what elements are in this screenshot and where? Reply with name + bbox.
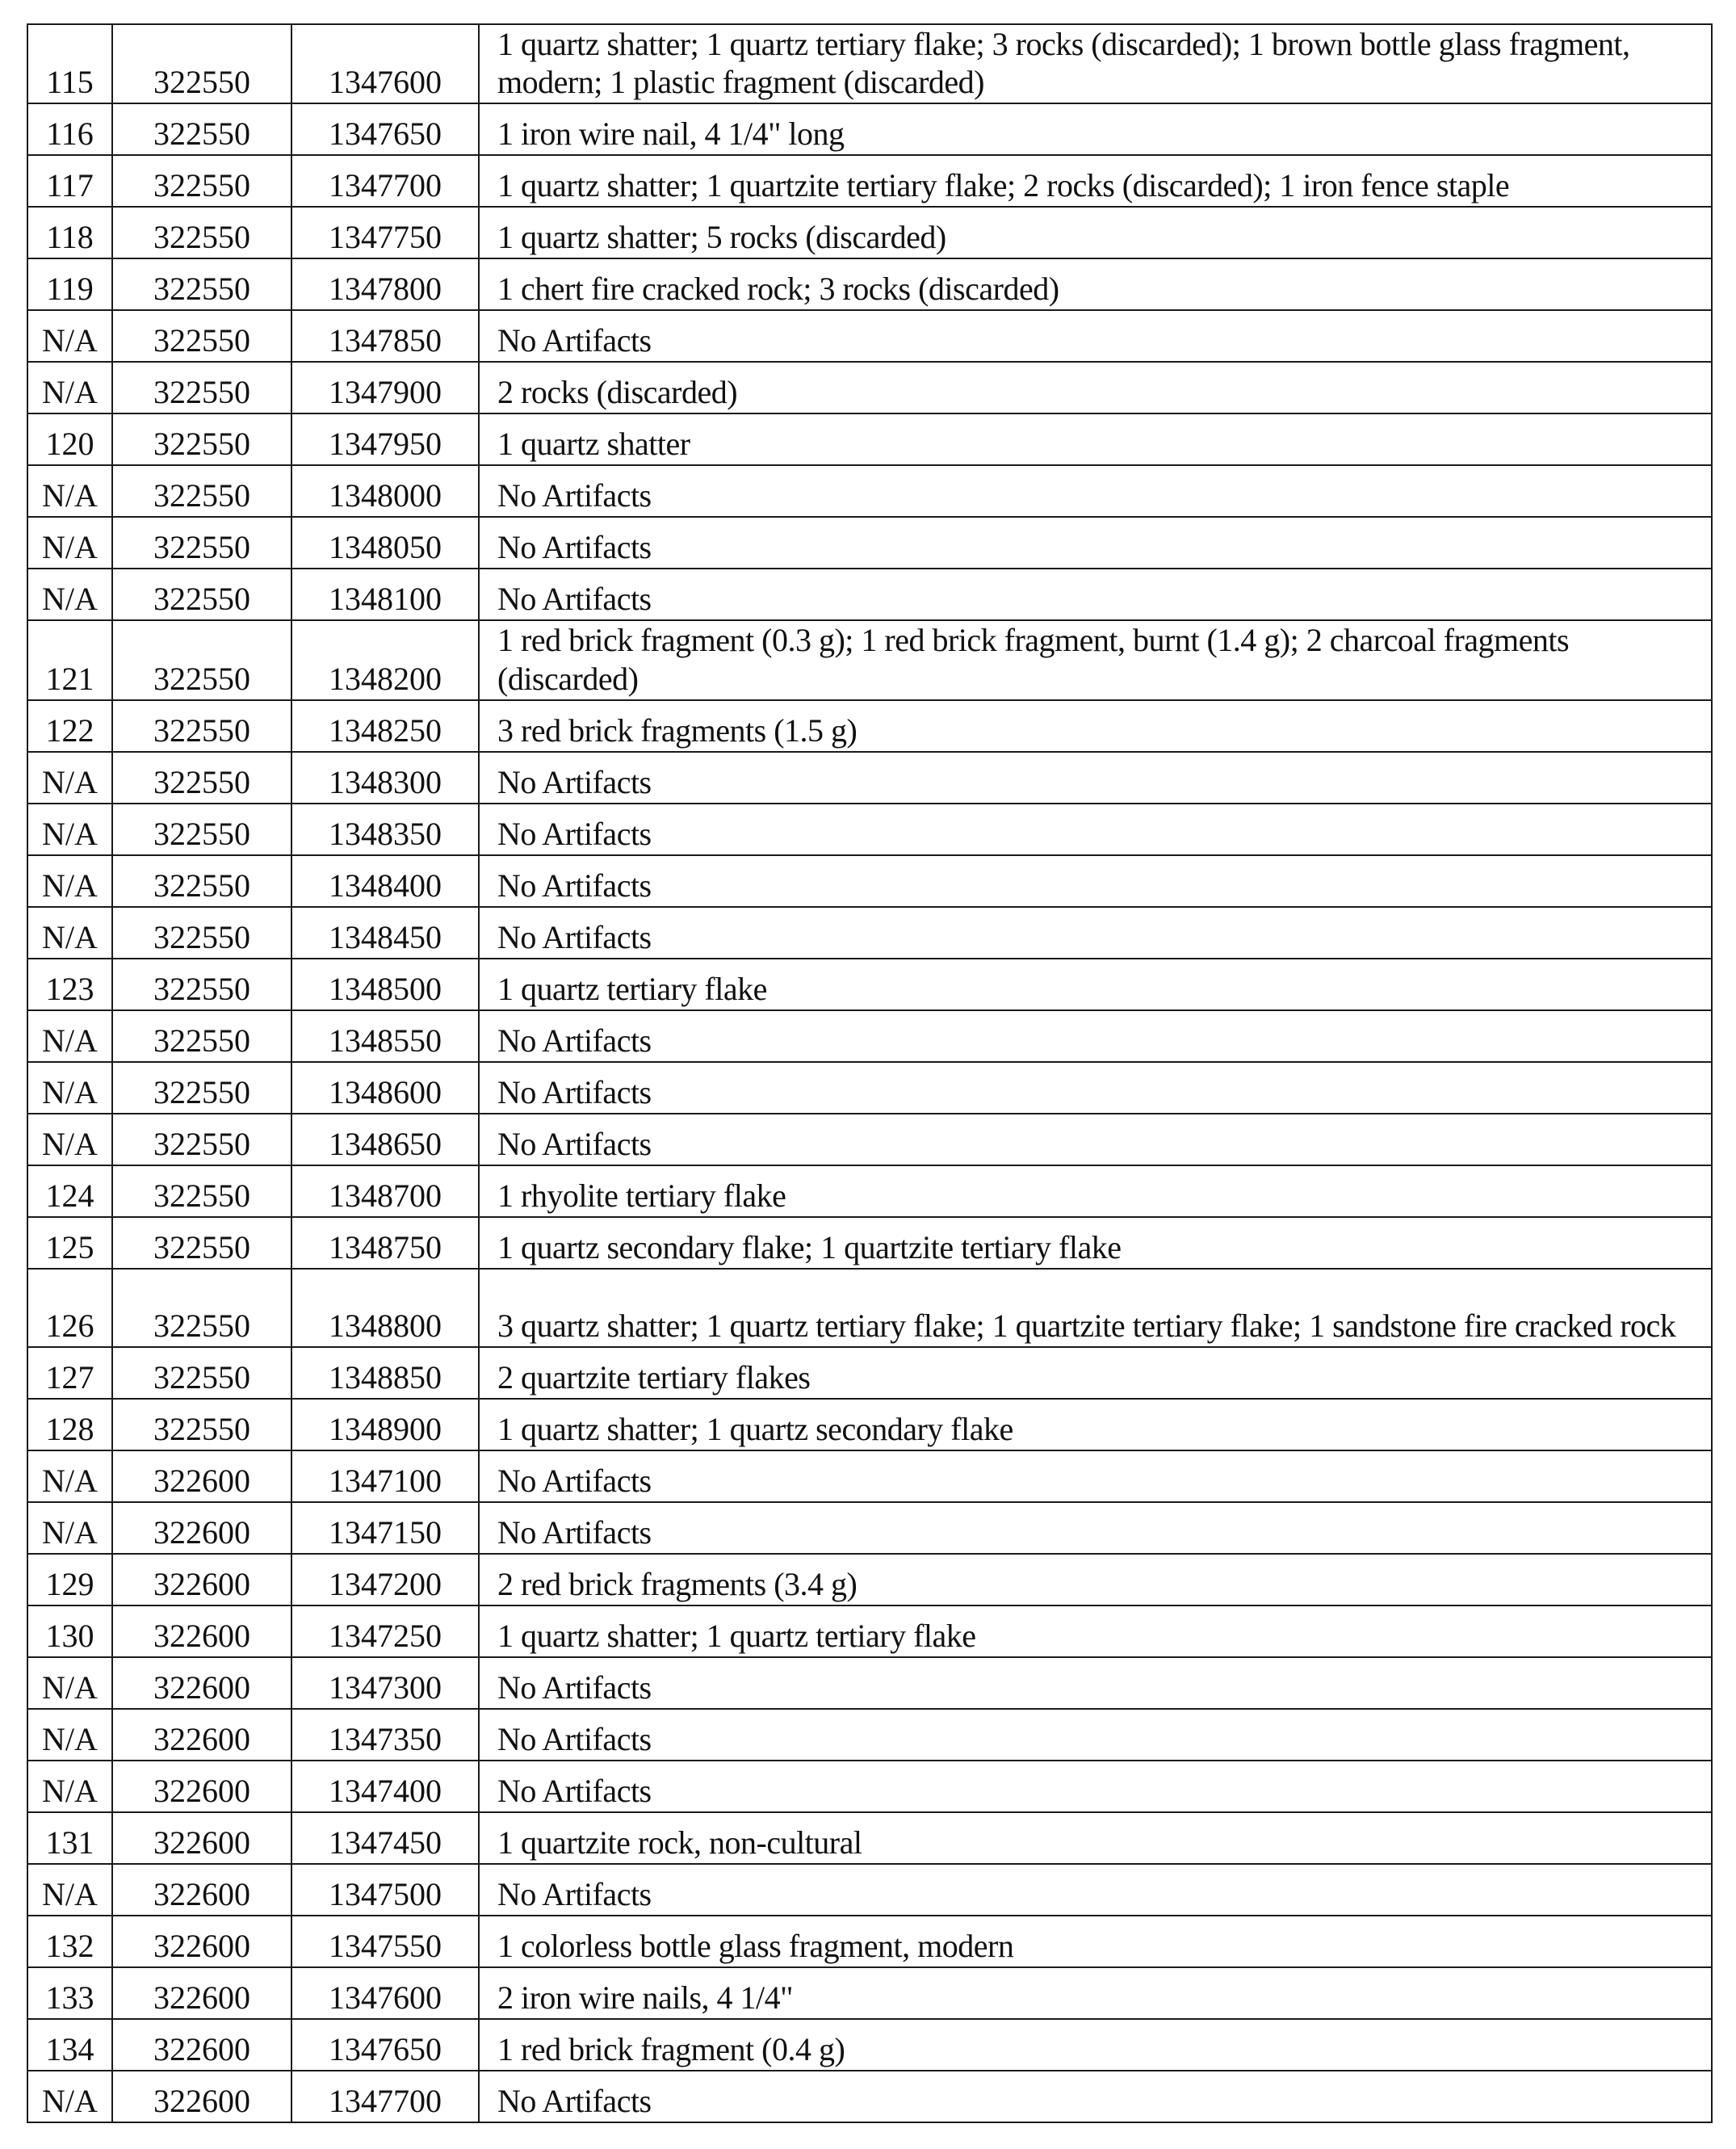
description-cell (479, 1062, 1712, 1114)
description-text: 2 quartzite tertiary flakes (497, 1358, 811, 1396)
table-row (27, 1967, 1712, 2019)
description-text: No Artifacts (497, 529, 652, 566)
easting-cell: 1347150 (291, 1502, 479, 1554)
description-text: 1 red brick fragment (0.4 g) (497, 2030, 845, 2067)
description-text: No Artifacts (497, 1513, 652, 1551)
easting-cell: 1348400 (291, 855, 479, 907)
table-row (27, 1916, 1712, 1967)
northing-cell: 322550 (112, 207, 291, 258)
easting-cell: 1347350 (291, 1709, 479, 1761)
description-text: No Artifacts (497, 867, 652, 904)
catalog-number-cell: N/A (27, 310, 112, 362)
table-row (27, 1010, 1712, 1062)
catalog-number-cell: 121 (27, 620, 112, 699)
description-text: No Artifacts (497, 918, 652, 955)
description-text: 2 rocks (discarded) (497, 374, 738, 411)
table-row (27, 752, 1712, 804)
description-text: No Artifacts (497, 1022, 652, 1059)
description-cell (479, 413, 1712, 465)
catalog-number-cell: N/A (27, 804, 112, 855)
northing-cell: 322550 (112, 1217, 291, 1269)
northing-cell: 322550 (112, 413, 291, 465)
catalog-number-cell: 119 (27, 258, 112, 310)
easting-cell: 1347250 (291, 1605, 479, 1657)
description-cell (479, 1916, 1712, 1967)
northing-cell: 322600 (112, 1967, 291, 2019)
easting-cell: 1348650 (291, 1114, 479, 1165)
description-cell (479, 517, 1712, 569)
table-row (27, 155, 1712, 207)
table-row (27, 1554, 1712, 1605)
description-text: 2 iron wire nails, 4 1/4" (497, 1979, 793, 2016)
description-text: No Artifacts (497, 2082, 652, 2119)
catalog-number-cell: 128 (27, 1399, 112, 1450)
description-cell (479, 1761, 1712, 1812)
table-row (27, 1062, 1712, 1114)
table-row (27, 1605, 1712, 1657)
description-cell (479, 752, 1712, 804)
northing-cell: 322550 (112, 620, 291, 699)
description-cell (479, 1864, 1712, 1916)
easting-cell: 1348850 (291, 1347, 479, 1399)
description-text: 3 red brick fragments (1.5 g) (497, 711, 858, 749)
catalog-number-cell: 124 (27, 1165, 112, 1217)
easting-cell: 1348350 (291, 804, 479, 855)
catalog-number-cell: N/A (27, 465, 112, 517)
table-row (27, 1165, 1712, 1217)
description-cell (479, 362, 1712, 413)
catalog-number-cell: N/A (27, 1657, 112, 1709)
easting-cell: 1348500 (291, 959, 479, 1010)
description-cell (479, 569, 1712, 620)
easting-cell: 1348250 (291, 700, 479, 752)
description-cell (479, 2071, 1712, 2122)
catalog-number-cell: 120 (27, 413, 112, 465)
description-cell (479, 1165, 1712, 1217)
northing-cell: 322600 (112, 1502, 291, 1554)
northing-cell: 322600 (112, 1864, 291, 1916)
northing-cell: 322550 (112, 959, 291, 1010)
description-text: 1 rhyolite tertiary flake (497, 1177, 786, 1214)
table-row (27, 1269, 1712, 1347)
catalog-number-cell: N/A (27, 2071, 112, 2122)
description-cell (479, 907, 1712, 959)
catalog-number-cell: N/A (27, 907, 112, 959)
northing-cell: 322600 (112, 2071, 291, 2122)
northing-cell: 322550 (112, 155, 291, 207)
table-row (27, 700, 1712, 752)
table-row (27, 1399, 1712, 1450)
catalog-number-cell: 117 (27, 155, 112, 207)
catalog-number-cell: 129 (27, 1554, 112, 1605)
table-row (27, 569, 1712, 620)
easting-cell: 1348200 (291, 620, 479, 699)
catalog-number-cell: 122 (27, 700, 112, 752)
catalog-number-cell: N/A (27, 569, 112, 620)
catalog-number-cell: N/A (27, 1010, 112, 1062)
description-cell (479, 1812, 1712, 1864)
table-row (27, 24, 1712, 103)
description-cell (479, 855, 1712, 907)
description-cell (479, 24, 1712, 103)
description-text: No Artifacts (497, 581, 652, 618)
table-row (27, 804, 1712, 855)
easting-cell: 1347600 (291, 1967, 479, 2019)
description-text: 1 quartz tertiary flake (497, 970, 767, 1007)
catalog-number-cell: 134 (27, 2019, 112, 2071)
easting-cell: 1348050 (291, 517, 479, 569)
table-row (27, 907, 1712, 959)
description-text: 3 quartz shatter; 1 quartz tertiary flake; 1 quartzite tertiary flake; 1 sandstone fire cracked rock (497, 1307, 1676, 1344)
description-cell (479, 1709, 1712, 1761)
description-cell (479, 1269, 1712, 1347)
table-row (27, 959, 1712, 1010)
description-cell (479, 155, 1712, 207)
easting-cell: 1348900 (291, 1399, 479, 1450)
table-row (27, 620, 1712, 699)
northing-cell: 322550 (112, 258, 291, 310)
northing-cell: 322600 (112, 1554, 291, 1605)
catalog-number-cell: N/A (27, 517, 112, 569)
catalog-number-cell: N/A (27, 855, 112, 907)
northing-cell: 322600 (112, 1450, 291, 1502)
catalog-number-cell: 115 (27, 24, 112, 103)
description-text: No Artifacts (497, 1668, 652, 1706)
northing-cell: 322550 (112, 465, 291, 517)
table-row (27, 465, 1712, 517)
table-row (27, 1657, 1712, 1709)
description-text: 1 iron wire nail, 4 1/4" long (497, 115, 845, 153)
description-cell (479, 1967, 1712, 2019)
easting-cell: 1347650 (291, 103, 479, 155)
catalog-number-cell: 130 (27, 1605, 112, 1657)
northing-cell: 322550 (112, 1165, 291, 1217)
description-text: No Artifacts (497, 1875, 652, 1912)
table-row (27, 1450, 1712, 1502)
table-row (27, 1812, 1712, 1864)
northing-cell: 322550 (112, 1010, 291, 1062)
northing-cell: 322550 (112, 1114, 291, 1165)
northing-cell: 322600 (112, 1709, 291, 1761)
description-cell (479, 1657, 1712, 1709)
description-text: 1 chert fire cracked rock; 3 rocks (discarded) (497, 271, 1059, 308)
description-cell (479, 1605, 1712, 1657)
table-row (27, 207, 1712, 258)
table-row (27, 1217, 1712, 1269)
easting-cell: 1348600 (291, 1062, 479, 1114)
description-text: 1 quartz shatter; 5 rocks (discarded) (497, 219, 946, 256)
description-cell (479, 258, 1712, 310)
catalog-number-cell: 116 (27, 103, 112, 155)
table-row (27, 258, 1712, 310)
table-row (27, 1864, 1712, 1916)
description-text: No Artifacts (497, 815, 652, 852)
catalog-number-cell: 126 (27, 1269, 112, 1347)
easting-cell: 1347700 (291, 2071, 479, 2122)
table-row (27, 2019, 1712, 2071)
description-text: 1 quartz secondary flake; 1 quartzite tertiary flake (497, 1228, 1122, 1265)
easting-cell: 1347850 (291, 310, 479, 362)
description-cell (479, 1399, 1712, 1450)
catalog-number-cell: N/A (27, 1709, 112, 1761)
easting-cell: 1348000 (291, 465, 479, 517)
easting-cell: 1347750 (291, 207, 479, 258)
northing-cell: 322600 (112, 1761, 291, 1812)
northing-cell: 322550 (112, 1347, 291, 1399)
description-text: No Artifacts (497, 1772, 652, 1809)
description-text: No Artifacts (497, 1462, 652, 1499)
table-row (27, 517, 1712, 569)
description-cell (479, 103, 1712, 155)
description-text: 1 quartz shatter (497, 426, 690, 463)
northing-cell: 322550 (112, 700, 291, 752)
description-text: 1 quartz shatter; 1 quartzite tertiary flake; 2 rocks (discarded); 1 iron fence staple (497, 167, 1510, 204)
description-text: No Artifacts (497, 477, 652, 514)
artifact-table (27, 23, 1713, 2123)
northing-cell: 322600 (112, 1657, 291, 1709)
description-cell (479, 310, 1712, 362)
easting-cell: 1347800 (291, 258, 479, 310)
description-cell (479, 1010, 1712, 1062)
table-row (27, 1761, 1712, 1812)
table-row (27, 1709, 1712, 1761)
description-text: 1 quartz shatter; 1 quartz tertiary flake; 3 rocks (discarded); 1 brown bottle glass fragment, modern; 1 plastic fragment (discarded) (497, 26, 1630, 101)
northing-cell: 322550 (112, 855, 291, 907)
easting-cell: 1347500 (291, 1864, 479, 1916)
description-text: 1 colorless bottle glass fragment, modern (497, 1927, 1014, 1964)
description-cell (479, 1450, 1712, 1502)
description-text: No Artifacts (497, 763, 652, 800)
northing-cell: 322550 (112, 362, 291, 413)
catalog-number-cell: 132 (27, 1916, 112, 1967)
easting-cell: 1348800 (291, 1269, 479, 1347)
catalog-number-cell: N/A (27, 1502, 112, 1554)
catalog-number-cell: N/A (27, 752, 112, 804)
easting-cell: 1348550 (291, 1010, 479, 1062)
northing-cell: 322600 (112, 1605, 291, 1657)
easting-cell: 1348450 (291, 907, 479, 959)
northing-cell: 322550 (112, 310, 291, 362)
northing-cell: 322550 (112, 103, 291, 155)
northing-cell: 322550 (112, 1269, 291, 1347)
easting-cell: 1347650 (291, 2019, 479, 2071)
northing-cell: 322600 (112, 2019, 291, 2071)
easting-cell: 1347100 (291, 1450, 479, 1502)
table-row (27, 855, 1712, 907)
description-cell (479, 620, 1712, 699)
table-row (27, 103, 1712, 155)
northing-cell: 322550 (112, 24, 291, 103)
northing-cell: 322600 (112, 1916, 291, 1967)
table-row (27, 2071, 1712, 2122)
easting-cell: 1347200 (291, 1554, 479, 1605)
description-text: No Artifacts (497, 1073, 652, 1110)
table-row (27, 1502, 1712, 1554)
northing-cell: 322550 (112, 752, 291, 804)
description-cell (479, 1554, 1712, 1605)
description-text: No Artifacts (497, 1720, 652, 1757)
catalog-number-cell: 127 (27, 1347, 112, 1399)
description-text: No Artifacts (497, 322, 652, 359)
catalog-number-cell: 123 (27, 959, 112, 1010)
northing-cell: 322550 (112, 517, 291, 569)
table-row (27, 1114, 1712, 1165)
description-cell (479, 804, 1712, 855)
description-cell (479, 465, 1712, 517)
table-row (27, 310, 1712, 362)
table-row (27, 362, 1712, 413)
northing-cell: 322550 (112, 804, 291, 855)
description-cell (479, 1114, 1712, 1165)
description-cell (479, 1217, 1712, 1269)
easting-cell: 1348100 (291, 569, 479, 620)
catalog-number-cell: 125 (27, 1217, 112, 1269)
easting-cell: 1347600 (291, 24, 479, 103)
easting-cell: 1347450 (291, 1812, 479, 1864)
artifact-table-body (27, 24, 1712, 2122)
description-text: 2 red brick fragments (3.4 g) (497, 1565, 858, 1602)
description-cell (479, 207, 1712, 258)
easting-cell: 1347700 (291, 155, 479, 207)
catalog-number-cell: 118 (27, 207, 112, 258)
catalog-number-cell: 131 (27, 1812, 112, 1864)
catalog-number-cell: N/A (27, 1114, 112, 1165)
description-text: 1 quartz shatter; 1 quartz secondary flake (497, 1410, 1013, 1447)
table-row (27, 1347, 1712, 1399)
description-cell (479, 1502, 1712, 1554)
easting-cell: 1347300 (291, 1657, 479, 1709)
description-text: 1 red brick fragment (0.3 g); 1 red brick fragment, burnt (1.4 g); 2 charcoal fragments (discarded) (497, 622, 1570, 697)
catalog-number-cell: 133 (27, 1967, 112, 2019)
easting-cell: 1347900 (291, 362, 479, 413)
description-cell (479, 700, 1712, 752)
northing-cell: 322550 (112, 569, 291, 620)
northing-cell: 322550 (112, 1399, 291, 1450)
easting-cell: 1348750 (291, 1217, 479, 1269)
easting-cell: 1347950 (291, 413, 479, 465)
northing-cell: 322550 (112, 907, 291, 959)
northing-cell: 322550 (112, 1062, 291, 1114)
catalog-number-cell: N/A (27, 1864, 112, 1916)
easting-cell: 1348700 (291, 1165, 479, 1217)
easting-cell: 1347400 (291, 1761, 479, 1812)
northing-cell: 322600 (112, 1812, 291, 1864)
catalog-number-cell: N/A (27, 1450, 112, 1502)
catalog-number-cell: N/A (27, 1062, 112, 1114)
table-row (27, 413, 1712, 465)
description-text: No Artifacts (497, 1125, 652, 1162)
description-text: 1 quartzite rock, non-cultural (497, 1824, 862, 1861)
easting-cell: 1347550 (291, 1916, 479, 1967)
description-cell (479, 2019, 1712, 2071)
catalog-number-cell: N/A (27, 362, 112, 413)
catalog-number-cell: N/A (27, 1761, 112, 1812)
description-text: 1 quartz shatter; 1 quartz tertiary flake (497, 1617, 976, 1654)
description-cell (479, 959, 1712, 1010)
description-cell (479, 1347, 1712, 1399)
easting-cell: 1348300 (291, 752, 479, 804)
